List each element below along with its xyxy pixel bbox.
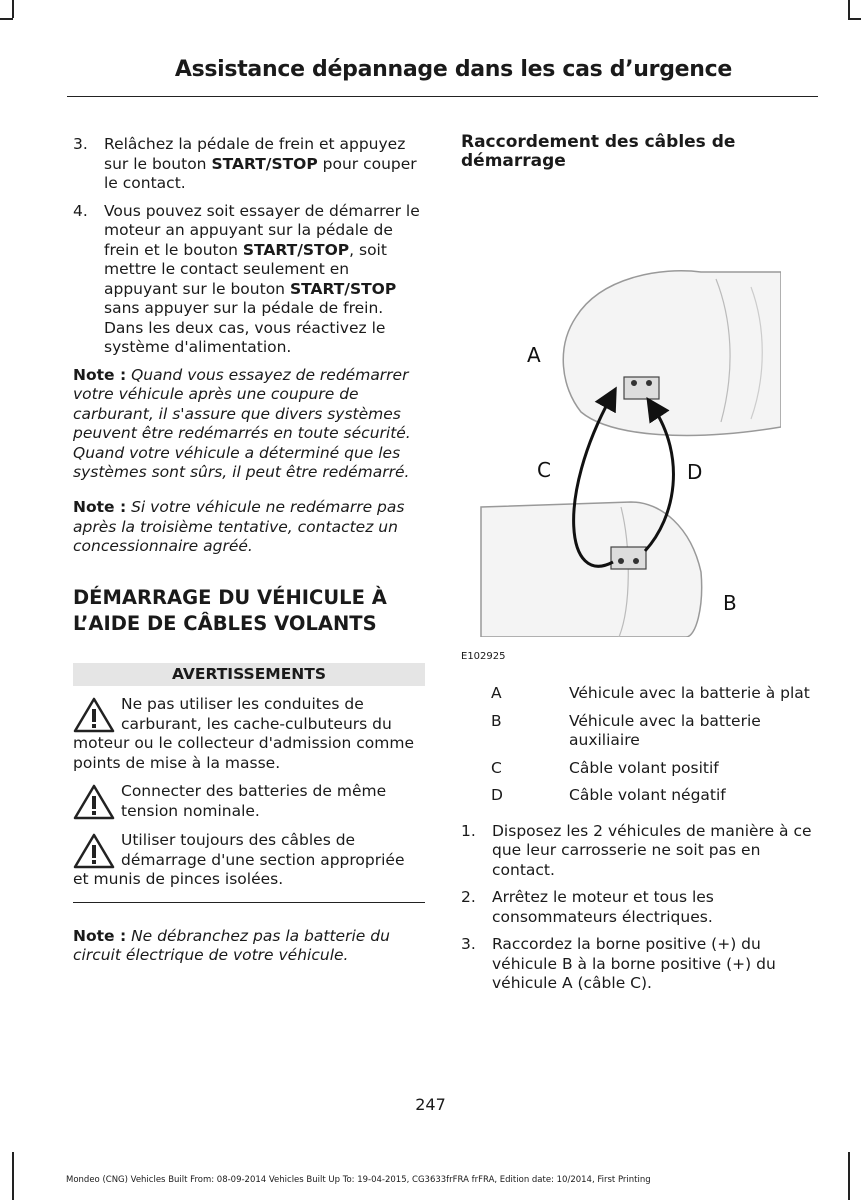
step-text: Relâchez la pédale de frein et appuyez sur le bouton START/STOP pour couper le contact. bbox=[104, 135, 417, 192]
warnings-header: AVERTISSEMENTS bbox=[73, 663, 425, 687]
right-column bbox=[461, 133, 821, 1002]
legend-row: C Câble volant positif bbox=[491, 758, 719, 777]
label-a: A bbox=[527, 343, 541, 367]
crop-mark bbox=[12, 0, 14, 18]
note-battery: Note : Ne débranchez pas la batterie du circuit électrique de votre véhicule. bbox=[73, 926, 390, 964]
step-number: 4. bbox=[73, 201, 88, 220]
warnings-rule bbox=[73, 902, 425, 903]
jump-start-diagram bbox=[461, 197, 781, 637]
warning-triangle-icon bbox=[73, 833, 115, 869]
crop-mark bbox=[0, 18, 13, 20]
warning-triangle-icon bbox=[73, 697, 115, 733]
battery-b-icon bbox=[611, 547, 646, 569]
legend-row: B Véhicule avec la batterie auxiliaire bbox=[491, 711, 761, 749]
footer: Mondeo (CNG) Vehicles Built From: 08-09-2014 Vehicles Built Up To: 19-04-2015, CG3633frFRA frFRA, Edition date: 10/2014, First Printing bbox=[66, 1175, 651, 1185]
title-rule bbox=[67, 96, 818, 97]
note-dealer: Note : Si votre véhicule ne redémarre pas après la troisième tentative, contactez un concessionnaire agréé. bbox=[73, 498, 405, 555]
label-c: C bbox=[537, 458, 551, 482]
step-text: Vous pouvez soit essayer de démarrer le moteur an appuyant sur la pédale de frein et le bouton START/STOP, soit mettre le contact seulement en appuyant sur le bouton START/STOP sans appuyer sur la pédale de frein. Dans les deux cas, vous réactivez le système d'alimentation. bbox=[104, 201, 420, 356]
legend-row: A Véhicule avec la batterie à plat bbox=[491, 684, 810, 702]
warning-item: Utiliser toujours des câbles de démarrage d'une section appropriée et munis de pinces isolées. bbox=[73, 831, 405, 888]
step-2: 2. Arrêtez le moteur et tous les consommateurs électriques. bbox=[461, 888, 714, 926]
legend-row: D Câble volant négatif bbox=[491, 786, 726, 804]
crop-mark bbox=[12, 1152, 14, 1200]
step-3 bbox=[73, 135, 425, 194]
section-heading: DÉMARRAGE DU VÉHICULE À L’AIDE DE CÂBLES VOLANTS bbox=[73, 585, 387, 635]
crop-mark bbox=[848, 1152, 850, 1200]
battery-a-icon bbox=[624, 377, 659, 399]
warning-item: Connecter des batteries de même tension nominale. bbox=[73, 782, 425, 822]
note-restart: Note : Quand vous essayez de redémarrer votre véhicule après une coupure de carburant, il s'assure que divers systèmes peuvent être redémarrés en toute sécurité. Quand votre véhicule a déterminé que les systèmes sont sûrs, il peut être redémarré. bbox=[73, 365, 411, 481]
page-number: 247 bbox=[415, 1095, 446, 1114]
step-3: 3. Raccordez la borne positive (+) du véhicule B à la borne positive (+) du véhicule A (câble C). bbox=[461, 935, 776, 992]
warning-item: Ne pas utiliser les conduites de carburant, les cache-culbuteurs du moteur ou le collecteur d'admission comme points de mise à la masse. bbox=[73, 695, 415, 772]
step-4 bbox=[73, 202, 425, 358]
subheading: Raccordement des câbles de démarrage bbox=[461, 132, 736, 171]
step-number: 3. bbox=[73, 135, 88, 153]
car-b-outline bbox=[481, 502, 702, 637]
crop-mark bbox=[848, 18, 861, 20]
car-a-outline bbox=[563, 271, 781, 436]
step-1: 1. Disposez les 2 véhicules de manière à ce que leur carrosserie ne soit pas en contact. bbox=[461, 821, 812, 879]
label-d: D bbox=[687, 460, 703, 484]
crop-mark bbox=[848, 0, 850, 18]
warning-triangle-icon bbox=[73, 784, 115, 820]
left-column bbox=[73, 135, 425, 981]
figure-code: E102925 bbox=[461, 650, 506, 662]
page-title: Assistance dépannage dans les cas d’urgence bbox=[174, 57, 732, 82]
label-b: B bbox=[723, 591, 737, 615]
